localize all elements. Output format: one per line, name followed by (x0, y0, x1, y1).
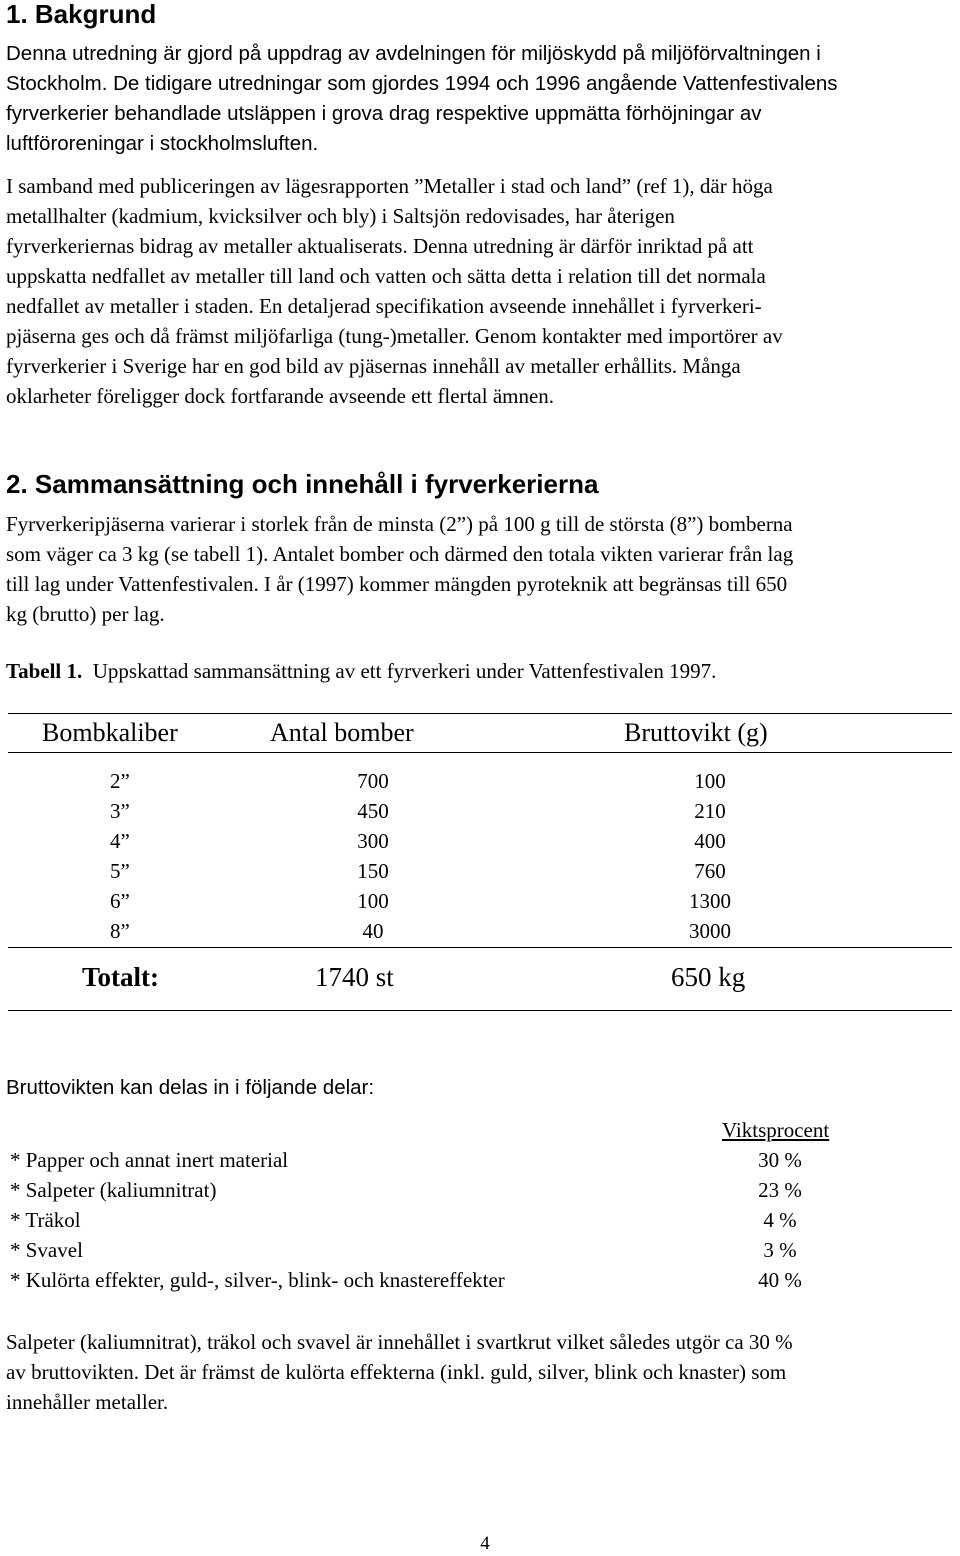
text-line: oklarheter föreligger dock fortfarande avseende ett flertal ämnen. (6, 384, 555, 408)
table-caption (6, 656, 716, 686)
cell-vikt: 400 (694, 829, 726, 853)
table-caption-text: Uppskattad sammansättning av ett fyrverkeri under Vattenfestivalen 1997. (92, 659, 717, 683)
list-item-label: * Träkol (10, 1208, 81, 1232)
breakdown-intro: Bruttovikten kan delas in i följande delar: (6, 1076, 375, 1099)
table-total-vikt: 650 kg (671, 962, 746, 992)
cell-kaliber: 4” (110, 829, 130, 853)
table-total-label: Totalt: (82, 962, 160, 992)
text-line: Stockholm. De tidigare utredningar som gjordes 1994 och 1996 angående Vattenfestivalens (6, 72, 838, 95)
text-line: av bruttovikten. Det är främst de kulörta effekterna (inkl. guld, silver, blink och knaster) som (6, 1360, 787, 1384)
list-item-value: 40 % (758, 1268, 802, 1292)
cell-kaliber: 5” (110, 859, 130, 883)
closing-paragraph (6, 1327, 956, 1417)
list-item-label: * Kulörta effekter, guld-, silver-, blink- och knastereffekter (10, 1268, 505, 1292)
cell-kaliber: 8” (110, 919, 130, 943)
cell-antal: 300 (357, 829, 389, 853)
text-line: innehåller metaller. (6, 1390, 169, 1414)
table-rule-bottom (8, 1010, 952, 1011)
text-line: Denna utredning är gjord på uppdrag av avdelningen för miljöskydd på miljöförvaltningen i (6, 42, 821, 65)
cell-kaliber: 6” (110, 889, 130, 913)
section-2-heading: 2. Sammansättning och innehåll i fyrverkerierna (6, 469, 599, 499)
list-item-label: * Salpeter (kaliumnitrat) (10, 1178, 217, 1202)
text-line: metallhalter (kadmium, kvicksilver och bly) i Saltsjön redovisades, har återigen (6, 204, 675, 228)
table-header-bruttovikt: Bruttovikt (g) (624, 718, 768, 747)
cell-kaliber: 2” (110, 769, 130, 793)
text-line: fyrverkerier i Sverige har en god bild av pjäsernas innehåll av metaller erhållits. Många (6, 354, 741, 378)
text-line: fyrverkeriernas bidrag av metaller aktualiserats. Denna utredning är därför inriktad på att (6, 234, 754, 258)
list-item-value: 30 % (758, 1148, 802, 1172)
cell-vikt: 210 (694, 799, 726, 823)
list-item (10, 1265, 840, 1295)
cell-antal: 150 (357, 859, 389, 883)
text-line: nedfallet av metaller i staden. En detaljerad specifikation avseende innehållet i fyrverkeri- (6, 294, 762, 318)
text-line: Fyrverkeripjäserna varierar i storlek från de minsta (2”) på 100 g till de största (8”) bomberna (6, 512, 793, 536)
text-line: till lag under Vattenfestivalen. I år (1997) kommer mängden pyroteknik att begränsas till 650 (6, 572, 788, 596)
text-line: luftföroreningar i stockholmsluften. (6, 132, 319, 155)
cell-antal: 100 (357, 889, 389, 913)
breakdown-column-header: Viktsprocent (722, 1118, 830, 1142)
list-item-value: 3 % (763, 1238, 797, 1262)
text-line: Salpeter (kaliumnitrat), träkol och svavel är innehållet i svartkrut vilket således utgör ca 30 % (6, 1330, 793, 1354)
table-header-bombkaliber: Bombkaliber (42, 718, 178, 747)
list-item-label: * Svavel (10, 1238, 83, 1262)
cell-vikt: 760 (694, 859, 726, 883)
text-line: uppskatta nedfallet av metaller till land och vatten och sätta detta i relation till det normala (6, 264, 766, 288)
list-item-label: * Papper och annat inert material (10, 1148, 289, 1172)
page-number: 4 (480, 1533, 490, 1554)
text-line: som väger ca 3 kg (se tabell 1). Antalet bomber och därmed den totala vikten varierar från lag (6, 542, 794, 566)
table-total-antal: 1740 st (315, 962, 394, 992)
cell-vikt: 3000 (689, 919, 731, 943)
list-item-value: 23 % (758, 1178, 802, 1202)
cell-kaliber: 3” (110, 799, 130, 823)
table-rule-header (8, 752, 952, 753)
text-line: fyrverkerier behandlade utsläppen i grova drag respektive uppmätta förhöjningar av (6, 102, 762, 125)
table-rule-total (8, 947, 952, 948)
section-2-paragraph (6, 509, 956, 629)
section-1-paragraph-1 (6, 39, 956, 159)
cell-antal: 450 (357, 799, 389, 823)
text-line: kg (brutto) per lag. (6, 602, 165, 626)
cell-vikt: 1300 (689, 889, 731, 913)
cell-antal: 700 (357, 769, 389, 793)
table-header-antal-bomber: Antal bomber (270, 718, 414, 747)
cell-vikt: 100 (694, 769, 726, 793)
table-caption-label: Tabell 1. (6, 659, 83, 683)
list-item-value: 4 % (763, 1208, 797, 1232)
list-item (10, 1205, 840, 1235)
cell-antal: 40 (362, 919, 384, 943)
text-line: pjäserna ges och då främst miljöfarliga (tung-)metaller. Genom kontakter med importörer av (6, 324, 783, 348)
text-line: I samband med publiceringen av lägesrapporten ”Metaller i stad och land” (ref 1), där höga (6, 174, 773, 198)
section-1-paragraph-2 (6, 171, 956, 411)
list-item (10, 1235, 840, 1265)
table-rule-top (8, 713, 952, 714)
list-item (10, 1145, 840, 1175)
section-1-heading: 1. Bakgrund (6, 0, 157, 29)
list-item (10, 1175, 840, 1205)
